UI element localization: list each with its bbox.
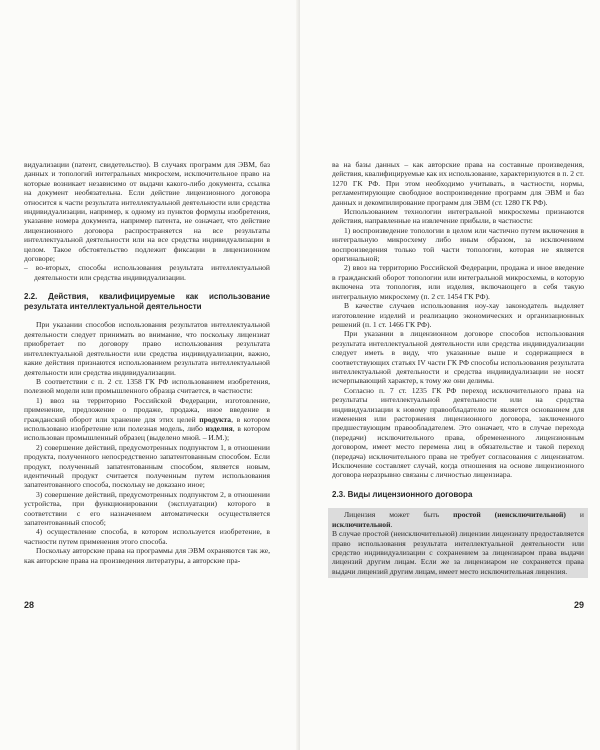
emphasis: продукта — [199, 414, 232, 424]
list-item: – во-вторых, способы использования результата интеллектуальной деятельности или средства индивидуализации. — [24, 263, 270, 282]
paragraph: При указании способов использования результатов интеллектуальной деятельности следует принимать во внимание, что поскольку лицензиат приобретает по договору право использования результата интеллектуальной деятельности или средства индивидуализации, важно, какие действия признаются использованием результата интеллектуальной деятельности или средства индивидуализации. — [24, 320, 270, 377]
section-title: Виды лицензионного договора — [347, 489, 473, 499]
paragraph: Лицензия может быть простой (неисключительной) и исключительной. — [332, 510, 584, 529]
emphasis: простой (неисключительной) — [453, 510, 566, 520]
paragraph: В качестве случаев использования ноу-хау законодатель выделяет изготовление изделий и реализацию экономических и организационных решений (п. 1 ст. 1466 ГК РФ). — [332, 301, 584, 329]
page-number: 28 — [24, 600, 35, 610]
paragraph: видуализации (патент, свидетельство). В случаях программ для ЭВМ, баз данных и топологий интегральных микросхем, исключительное право на которые возникает независимо от выдачи какого-либо документа, ссылка на документ необязательна. Если действие лицензионного договора относится к части результата интеллектуальной деятельности или средства индивидуализации, например, к одному из пунктов формулы изобретения, указание номера документа, например патента, не означает, что действие лицензионного договора распространяется на все результаты интеллектуальной деятельности или на все средства индивидуализации в целом. Такое обстоятельство подлежит фиксации в лицензионном договоре; — [24, 160, 270, 264]
paragraph: 3) совершение действий, предусмотренных подпунктом 2, в отношении устройства, при функционировании (эксплуатации) которого в соответствии с его назначением автоматически осуществляется запатентованный способ; — [24, 489, 270, 527]
left-column — [24, 160, 270, 565]
right-page — [300, 0, 600, 750]
paragraph: В случае простой (неисключительной) лицензии лицензиату предоставляется право использования результата интеллектуальной деятельности или средство индивидуализации с сохранением за лицензиаром права выдачи лицензий другим лицам. Если же за лицензиаром не сохраняется права выдачи лицензий другим лицам, имеет место исключительная лицензия. — [332, 529, 584, 576]
paragraph: 2) совершение действий, предусмотренных подпунктом 1, в отношении продукта, полученного непосредственно запатентованным способом. Если продукт, полученный запатентованным способом, является новым, идентичный продукт считается полученным путем использования запатентованного способа, поскольку не доказано иное; — [24, 442, 270, 490]
emphasis: исключительной — [332, 519, 391, 529]
page-number: 29 — [573, 600, 584, 610]
section-number: 2.3. — [332, 489, 346, 499]
section-heading — [24, 292, 270, 311]
paragraph: Использованием технологии интегральной микросхемы признаются действия, направленные на извлечение прибыли, в частности: — [332, 207, 584, 226]
paragraph: ва на базы данных – как авторские права на составные произведения, действия, квалифицируемые как их использование, характеризуются в п. 2 ст. 1270 ГК РФ. При этом необходимо учитывать, в частности, нормы, регламентирующие свободное воспроизведение программ для ЭВМ и баз данных и декомпилирование программ для ЭВМ (ст. 1280 ГК РФ). — [332, 160, 584, 207]
paragraph: 1) воспроизведение топологии в целом или частично путем включения в интегральную микросхему либо иным образом, за исключением воспроизведения только той части топологии, которая не является оригинальной; — [332, 225, 584, 264]
paragraph: 4) осуществление способа, в котором используется изобретение, в частности путем применения этого способа. — [24, 527, 270, 546]
section-title: Действия, квалифицируемые как использование результата интеллектуальной деятельности — [24, 292, 270, 311]
paragraph: При указании в лицензионном договоре способов использования результата интеллектуальной деятельности или средства индивидуализации следует иметь в виду, что указанные выше и содержащиеся в соответствующих статьях IV части ГК РФ способы использования результата интеллектуальной деятельности и средства индивидуализации не носят исчерпывающий характер, к тому же они делимы. — [332, 329, 584, 386]
emphasis: изделия — [205, 423, 233, 433]
paragraph: В соответствии с п. 2 ст. 1358 ГК РФ использованием изобретения, полезной модели или промышленного образца считается, в частности: — [24, 376, 270, 396]
section-heading — [332, 490, 584, 500]
paragraph: 1) ввоз на территорию Российской Федерации, изготовление, применение, предложение о продаже, продажа, иное введение в гражданский оборот или хранение для этих целей продукта, в котором использовано изобретение или полезная модель, либо изделия, в котором использован промышленный образец (выделено мной. – И.М.); — [24, 395, 270, 443]
paragraph: 2) ввоз на территорию Российской Федерации, продажа и иное введение в гражданский оборот топологии или интегральной микросхемы, в которую включена эта топология, или изделия, включающего в себя такую интегральную микросхему (п. 2 ст. 1454 ГК РФ). — [332, 263, 584, 301]
paragraph: Поскольку авторские права на программы для ЭВМ охраняются так же, как авторские права на произведения литературы, а авторские пра- — [24, 546, 270, 565]
paragraph: Согласно п. 7 ст. 1235 ГК РФ переход исключительного права на результаты интеллектуальной деятельности или на средства индивидуализации к новому правообладателю не является основанием для изменения или расторжения лицензионного договора, заключенного предшествующим правообладателем. Это означает, что в случае перехода (передачи) исключительного права, обремененного лицензионным договором, имеет место перемена лиц в обязательстве и такой переход (передача) исключительного права не требует согласования с лицензиатом. Исключение составляет случай, когда отношения на основе лицензионного договора неразрывно связаны с личностью лицензиара. — [332, 385, 584, 480]
right-column — [332, 160, 584, 578]
section-number: 2.2. — [24, 292, 38, 302]
shaded-box — [328, 508, 588, 578]
